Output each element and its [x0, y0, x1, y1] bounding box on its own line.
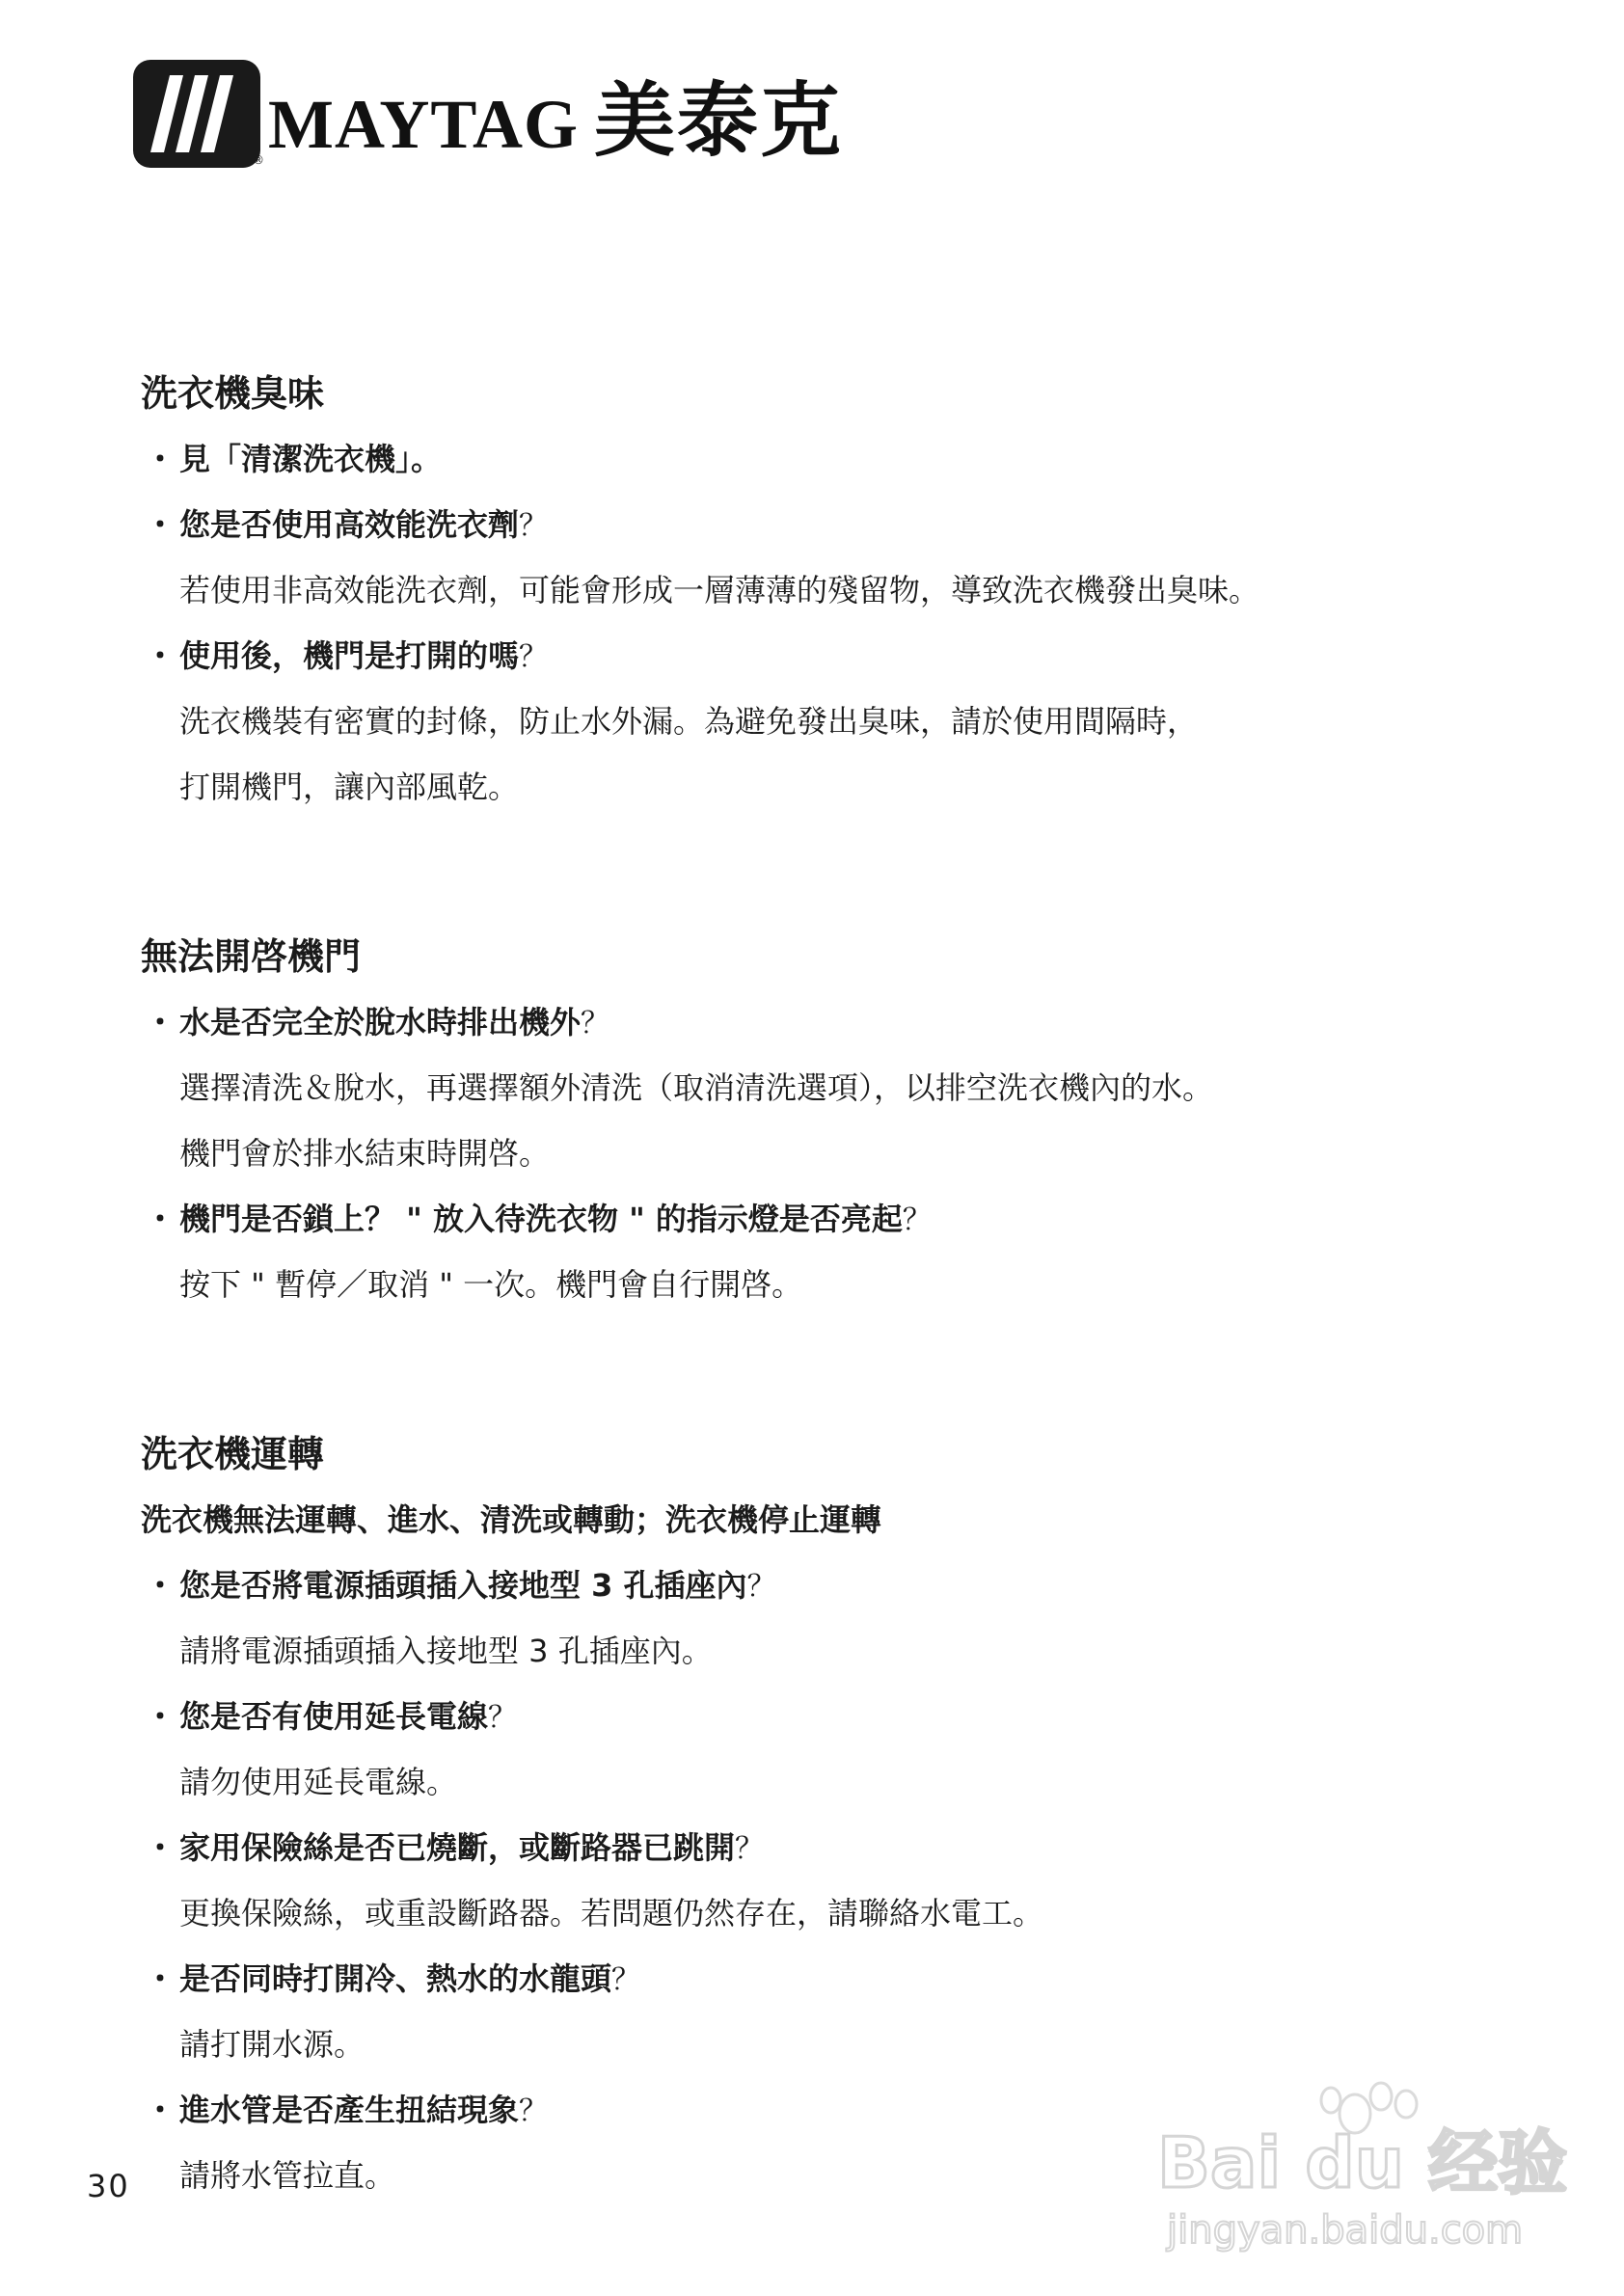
faq-question [141, 623, 1510, 689]
answer-text: 請勿使用延長電線。 [179, 1764, 458, 1800]
bullet-icon: ・ [144, 1698, 176, 1735]
faq-question [141, 989, 1510, 1055]
answer-text: 洗衣機裝有密實的封條，防止水外漏。為避免發出臭味，請於使用間隔時， [179, 703, 1199, 740]
question-mark: ？ [519, 640, 549, 674]
faq-item [141, 623, 1510, 820]
maytag-emblem-icon [133, 60, 264, 168]
question-mark: ？ [519, 2094, 549, 2128]
answer-text: 打開機門，讓內部風乾。 [179, 769, 520, 805]
question-mark: ？ [735, 1832, 765, 1866]
faq-question [141, 426, 1510, 492]
faq-question [141, 1186, 1510, 1252]
brand-chinese-name: 美泰克 [594, 71, 844, 168]
faq-question [141, 1684, 1510, 1749]
question-text: 您是否將電源插頭插入接地型 3 孔插座內 [179, 1567, 747, 1604]
bullet-icon: ・ [144, 506, 176, 543]
question-text: 使用後，機門是打開的嗎 [179, 637, 520, 674]
faq-item [141, 1553, 1510, 1684]
question-text: 家用保險絲是否已燒斷，或斷路器已跳開 [179, 1829, 736, 1866]
section-subheading: 洗衣機無法運轉、進水、清洗或轉動；洗衣機停止運轉 [141, 1501, 882, 1538]
answer-text: 選擇清洗＆脫水，再選擇額外清洗（取消清洗選項），以排空洗衣機內的水。 [179, 1069, 1214, 1106]
bullet-icon: ・ [144, 1004, 176, 1040]
faq-question [141, 492, 1510, 557]
answer-text: 請將電源插頭插入接地型 3 孔插座內。 [179, 1633, 713, 1669]
question-mark: ？ [746, 1570, 776, 1604]
watermark-url: jingyan.baidu.com [1167, 2208, 1524, 2253]
faq-item [141, 492, 1510, 623]
question-mark: ？ [488, 1701, 518, 1735]
maytag-logo [133, 60, 843, 168]
faq-item [141, 1186, 1510, 1317]
answer-text: 請將水管拉直。 [179, 2157, 396, 2194]
document-body [141, 361, 1510, 2208]
answer-text: 請打開水源。 [179, 2026, 365, 2063]
answer-text: 按下 " 暫停／取消 " 一次。機門會自行開啓。 [179, 1266, 803, 1303]
faq-item [141, 1684, 1510, 1815]
bullet-icon: ・ [144, 637, 176, 674]
question-text: 是否同時打開冷、熱水的水龍頭 [179, 1960, 612, 1997]
watermark-brand-text: Bai du 经验 [1157, 2122, 1568, 2203]
faq-item [141, 426, 1510, 492]
answer-text: 更換保險絲，或重設斷路器。若問題仍然存在，請聯絡水電工。 [179, 1895, 1044, 1931]
faq-item [141, 989, 1510, 1186]
bullet-icon: ・ [144, 441, 176, 477]
registered-mark: ® [253, 153, 264, 167]
section [141, 361, 1510, 820]
question-text: 見「清潔洗衣機」。 [179, 441, 443, 477]
question-mark: ？ [519, 509, 549, 543]
question-mark: ？ [581, 1007, 610, 1040]
section-gap [141, 1317, 1510, 1421]
bullet-icon: ・ [144, 1829, 176, 1866]
faq-item [141, 1815, 1510, 1946]
question-text: 進水管是否產生扭結現象 [179, 2092, 520, 2128]
section [141, 924, 1510, 1317]
brand-name: MAYTAG [268, 85, 580, 163]
faq-question [141, 1553, 1510, 1618]
faq-item [141, 1946, 1510, 2077]
bullet-icon: ・ [144, 1201, 176, 1237]
bullet-icon: ・ [144, 1960, 176, 1997]
section-gap [141, 820, 1510, 924]
section-title: 洗衣機運轉 [141, 1433, 325, 1475]
section-title: 洗衣機臭味 [141, 372, 325, 415]
question-text: 機門是否鎖上？ " 放入待洗衣物 " 的指示燈是否亮起 [179, 1201, 903, 1237]
question-mark: ？ [902, 1203, 932, 1237]
question-text: 您是否使用高效能洗衣劑 [179, 506, 520, 543]
faq-question [141, 1946, 1510, 2012]
baidu-watermark [1157, 2073, 1568, 2256]
question-text: 水是否完全於脫水時排出機外 [179, 1004, 582, 1040]
faq-question [141, 1815, 1510, 1880]
section-title: 無法開啓機門 [141, 935, 362, 978]
bullet-icon: ・ [144, 2092, 176, 2128]
answer-text: 機門會於排水結束時開啓。 [179, 1135, 551, 1172]
bullet-icon: ・ [144, 1567, 176, 1604]
answer-text: 若使用非高效能洗衣劑，可能會形成一層薄薄的殘留物，導致洗衣機發出臭味。 [179, 572, 1260, 608]
page-number: 30 [87, 2168, 130, 2204]
question-mark: ？ [611, 1963, 641, 1997]
question-text: 您是否有使用延長電線 [179, 1698, 489, 1735]
